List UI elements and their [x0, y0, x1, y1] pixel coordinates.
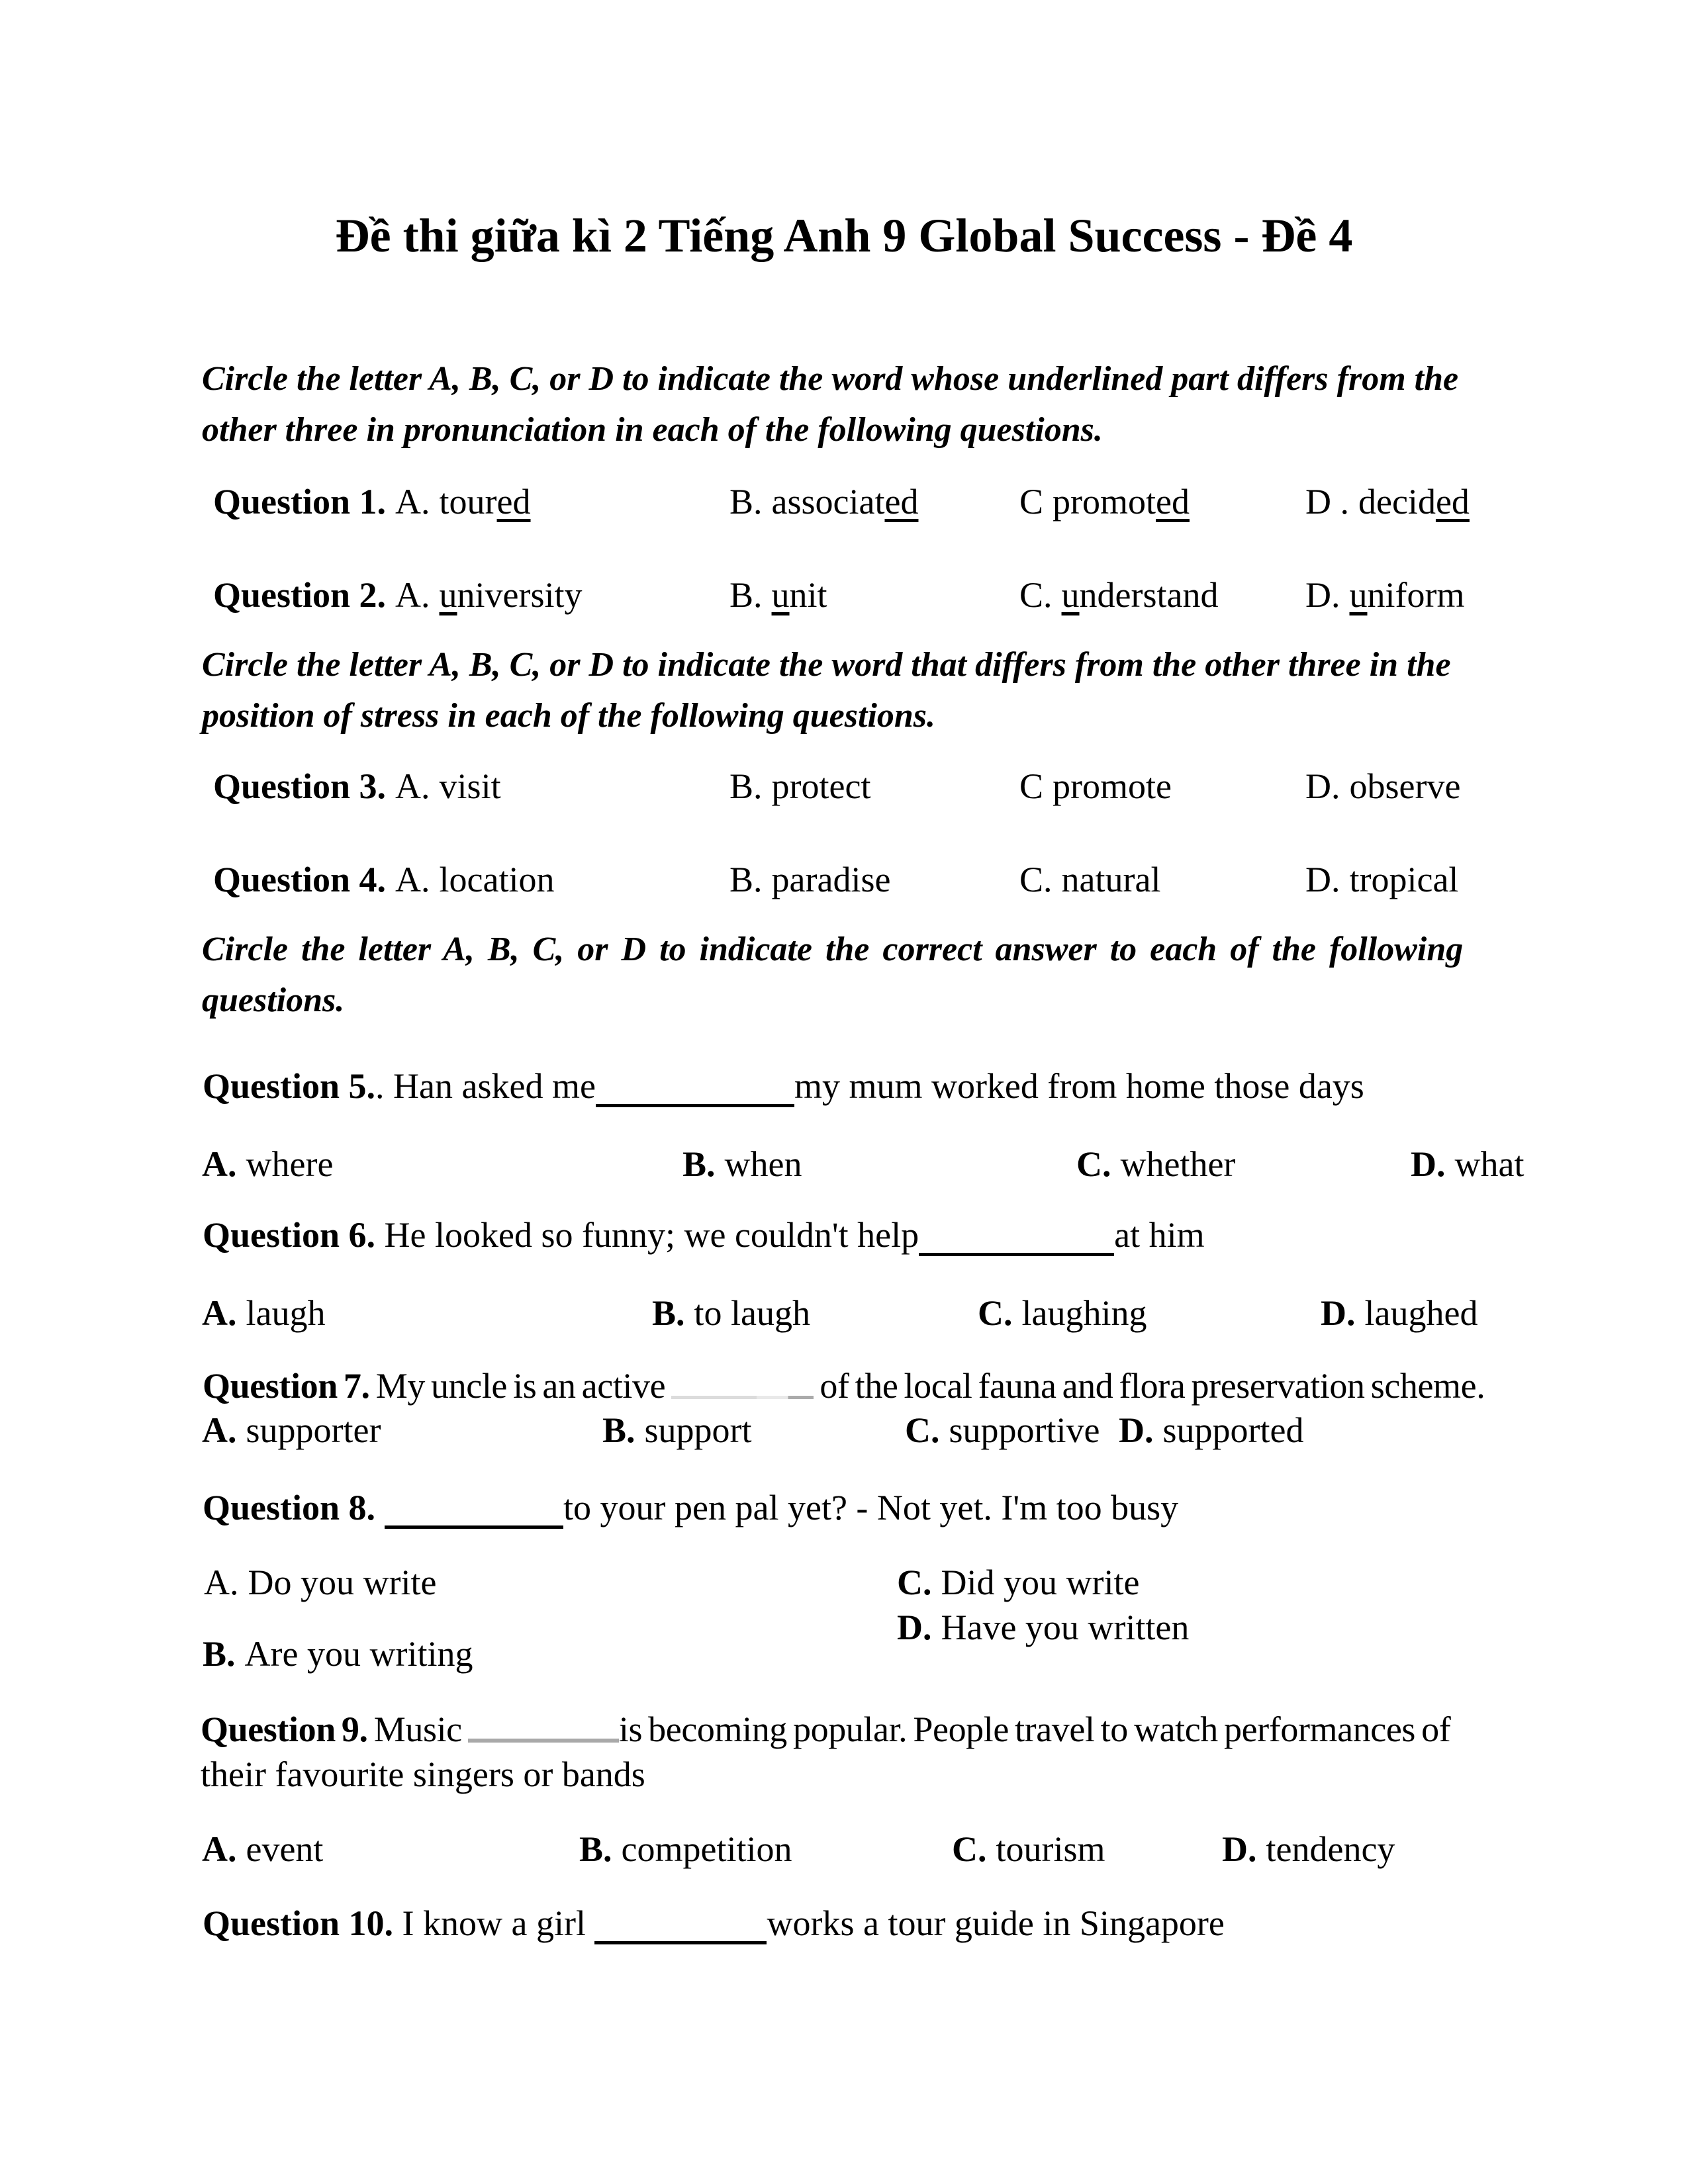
option-word: laughing	[1021, 1293, 1147, 1333]
option-letter: B.	[729, 575, 763, 615]
option-letter: B.	[602, 1410, 635, 1450]
question-2-row	[213, 574, 583, 615]
question-6-option-a	[202, 1293, 325, 1334]
answer-blank	[919, 1250, 1114, 1256]
option-word: when	[724, 1144, 802, 1184]
option-letter: B.	[729, 766, 763, 806]
option-letter: A.	[395, 482, 430, 522]
option-word: laughed	[1364, 1293, 1478, 1333]
stem-text: at him	[1114, 1215, 1205, 1255]
stem-text: to your pen pal yet? - Not yet. I'm too busy	[563, 1488, 1179, 1527]
question-3-option-d	[1305, 766, 1460, 807]
question-8-option-d	[897, 1607, 1189, 1648]
question-8-stem	[203, 1487, 1178, 1528]
option-letter: D .	[1305, 482, 1349, 522]
option-letter: C.	[1076, 1144, 1111, 1184]
instruction-3-line-2: questions.	[202, 981, 345, 1019]
question-5-option-d	[1411, 1144, 1524, 1185]
option-letter: D.	[1305, 575, 1340, 615]
instruction-3-line-1: Circle the letter A, B, C, or D to indicate the correct answer to each of the following	[202, 931, 1464, 968]
stem-text: of the local fauna and flora preservation scheme.	[814, 1366, 1485, 1406]
question-5-option-b	[682, 1144, 802, 1185]
option-word: laugh	[246, 1293, 326, 1333]
option-letter: A.	[395, 766, 430, 806]
question-2-option-b	[729, 574, 827, 615]
question-7-option-c	[905, 1410, 1100, 1451]
question-3-label: Question 3.	[213, 766, 387, 806]
question-1-option-c	[1019, 481, 1190, 522]
stem-text: is becoming popular. People travel to watch performances of	[618, 1709, 1451, 1749]
question-5-label: Question 5.	[203, 1066, 376, 1106]
option-word: supportive	[949, 1410, 1100, 1450]
question-9-option-d	[1222, 1829, 1395, 1870]
option-letter: A.	[202, 1410, 237, 1450]
option-letter: B.	[682, 1144, 716, 1184]
answer-blank	[596, 1101, 794, 1107]
underlined-part: u	[439, 575, 457, 615]
option-word: Have you written	[941, 1608, 1190, 1647]
instruction-2-line-2: position of stress in each of the following questions.	[202, 697, 936, 735]
option-letter: A.	[395, 575, 430, 615]
question-9-stem-line-1	[201, 1709, 1450, 1750]
option-word: event	[246, 1829, 324, 1869]
stem-text: my mum worked from home those days	[794, 1066, 1364, 1106]
question-8-option-b	[203, 1633, 473, 1674]
option-word: tropical	[1349, 860, 1459, 899]
option-word: protect	[771, 766, 871, 806]
instruction-1-line-1: Circle the letter A, B, C, or D to indicate the word whose underlined part differs from the	[202, 360, 1459, 398]
option-letter: C.	[897, 1563, 932, 1602]
option-word: what	[1454, 1144, 1524, 1184]
question-7-option-d	[1119, 1410, 1303, 1451]
option-word: tourism	[996, 1829, 1105, 1869]
option-letter: A.	[202, 1144, 237, 1184]
question-9-option-b	[579, 1829, 792, 1870]
answer-blank	[385, 1523, 563, 1529]
underlined-part: u	[1349, 575, 1368, 615]
question-5-option-a	[202, 1144, 333, 1185]
question-9-stem-line-2: their favourite singers or bands	[201, 1754, 645, 1794]
answer-blank	[671, 1396, 814, 1399]
option-letter: A.	[202, 1293, 237, 1333]
question-8-label: Question 8.	[203, 1488, 376, 1527]
option-word: promoted	[1053, 482, 1190, 522]
option-letter: D.	[1411, 1144, 1446, 1184]
underlined-part: ed	[496, 482, 531, 522]
instruction-2-line-1: Circle the letter A, B, C, or D to indicate the word that differs from the other three in the	[202, 646, 1451, 684]
underlined-part: ed	[884, 482, 919, 522]
question-9-label: Question 9.	[201, 1709, 368, 1749]
stem-text: My uncle is an active	[369, 1366, 672, 1406]
stem-text: . Han asked me	[375, 1066, 596, 1106]
option-word: paradise	[771, 860, 891, 899]
option-letter: C	[1019, 482, 1044, 522]
option-word: natural	[1061, 860, 1161, 899]
underlined-part: u	[771, 575, 790, 615]
question-5-option-c	[1076, 1144, 1235, 1185]
option-letter: D.	[1222, 1829, 1257, 1869]
question-3-option-c	[1019, 766, 1172, 807]
option-word: understand	[1061, 575, 1219, 615]
question-8-option-a	[204, 1562, 436, 1603]
question-3-row	[213, 766, 501, 807]
question-8-option-c	[897, 1562, 1139, 1603]
question-4-option-b	[729, 859, 890, 900]
question-7-option-a	[202, 1410, 381, 1451]
option-word: Are you writing	[244, 1634, 473, 1674]
question-4-row	[213, 859, 555, 900]
option-letter: C	[1019, 766, 1044, 806]
option-word: decided	[1358, 482, 1470, 522]
option-letter: D.	[1321, 1293, 1356, 1333]
option-word: location	[439, 860, 555, 899]
question-6-option-d	[1321, 1293, 1477, 1334]
question-10-stem	[203, 1903, 1225, 1944]
option-word: supported	[1162, 1410, 1304, 1450]
option-word: unit	[771, 575, 827, 615]
question-1-option-b	[729, 481, 918, 522]
option-word: where	[246, 1144, 334, 1184]
option-word: tendency	[1266, 1829, 1395, 1869]
question-5-stem	[203, 1066, 1364, 1107]
question-1-row	[213, 481, 531, 522]
answer-blank	[468, 1736, 619, 1743]
stem-text: works a tour guide in Singapore	[767, 1903, 1225, 1943]
option-letter: D.	[897, 1608, 932, 1647]
option-word: support	[644, 1410, 752, 1450]
option-letter: C.	[1019, 860, 1053, 899]
option-word: visit	[439, 766, 501, 806]
option-word: Did you write	[941, 1563, 1140, 1602]
option-word: associated	[771, 482, 919, 522]
underlined-part: ed	[1156, 482, 1190, 522]
stem-text: I know a girl	[393, 1903, 595, 1943]
question-6-option-b	[652, 1293, 810, 1334]
option-word: supporter	[246, 1410, 381, 1450]
option-letter: A.	[204, 1563, 239, 1602]
question-3-option-b	[729, 766, 870, 807]
option-word: to laugh	[694, 1293, 811, 1333]
option-word: Do you write	[248, 1563, 437, 1602]
option-word: promote	[1053, 766, 1172, 806]
option-letter: B.	[579, 1829, 612, 1869]
question-4-option-c	[1019, 859, 1160, 900]
question-4-label: Question 4.	[213, 860, 387, 899]
option-word: observe	[1349, 766, 1461, 806]
option-word: competition	[621, 1829, 792, 1869]
option-letter: B.	[729, 482, 763, 522]
underlined-part: ed	[1435, 482, 1470, 522]
question-7-stem	[203, 1365, 1485, 1406]
option-word: whether	[1120, 1144, 1236, 1184]
question-2-option-d	[1305, 574, 1464, 615]
question-7-option-b	[602, 1410, 752, 1451]
question-1-option-d	[1305, 481, 1470, 522]
question-1-label: Question 1.	[213, 482, 387, 522]
option-letter: B.	[652, 1293, 685, 1333]
instruction-1-line-2: other three in pronunciation in each of the following questions.	[202, 411, 1103, 449]
stem-text: Music	[367, 1709, 468, 1749]
question-4-option-d	[1305, 859, 1458, 900]
underlined-part: u	[1061, 575, 1080, 615]
option-letter: C.	[905, 1410, 940, 1450]
option-letter: C.	[952, 1829, 987, 1869]
question-2-option-c	[1019, 574, 1218, 615]
option-letter: D.	[1305, 860, 1340, 899]
option-letter: C.	[978, 1293, 1013, 1333]
option-letter: A.	[202, 1829, 237, 1869]
option-letter: B.	[729, 860, 763, 899]
stem-text: He looked so funny; we couldn't help	[375, 1215, 919, 1255]
question-6-label: Question 6.	[203, 1215, 376, 1255]
option-letter: C.	[1019, 575, 1053, 615]
option-letter: D.	[1305, 766, 1340, 806]
option-word: toured	[439, 482, 531, 522]
option-letter: B.	[203, 1634, 236, 1674]
option-word: uniform	[1349, 575, 1465, 615]
question-9-option-a	[202, 1829, 323, 1870]
question-2-label: Question 2.	[213, 575, 387, 615]
question-6-stem	[203, 1214, 1205, 1255]
option-word: university	[439, 575, 583, 615]
page-title: Đề thi giữa kì 2 Tiếng Anh 9 Global Success - Đề 4	[335, 209, 1353, 262]
question-10-label: Question 10.	[203, 1903, 394, 1943]
option-letter: A.	[395, 860, 430, 899]
answer-blank	[594, 1938, 767, 1944]
question-7-label: Question 7.	[203, 1366, 370, 1406]
question-9-option-c	[952, 1829, 1105, 1870]
option-letter: D.	[1119, 1410, 1154, 1450]
question-6-option-c	[978, 1293, 1147, 1334]
